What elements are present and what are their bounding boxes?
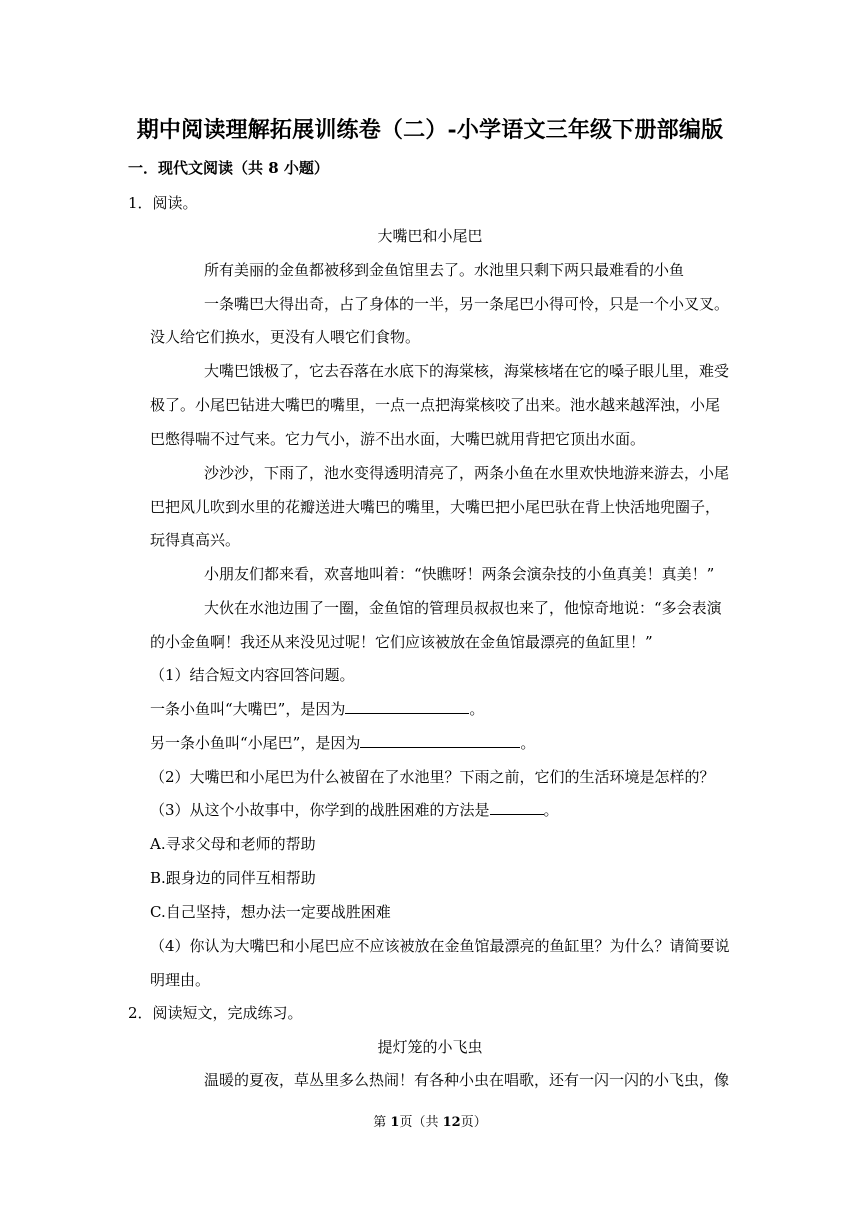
story-1-paragraph: 巴憋得喘不过气来。它力气小，游不出水面，大嘴巴就用背把它顶出水面。: [150, 430, 646, 448]
footer-middle: 页（共: [399, 1115, 443, 1130]
sentence-period: 。: [520, 734, 536, 752]
subquestion-2: （2）大嘴巴和小尾巴为什么被留在了水池里？下雨之前，它们的生活环境是怎样的？: [150, 768, 715, 786]
page-number: 1: [390, 1115, 400, 1130]
story-1-title: 大嘴巴和小尾巴: [377, 227, 483, 245]
story-2-paragraph: 温暖的夏夜，草丛里多么热闹！有各种小虫在唱歌，还有一闪一闪的小飞虫，像: [204, 1071, 730, 1089]
option-b: B.跟身边的同伴互相帮助: [150, 869, 316, 887]
question-1-label: 1．阅读。: [128, 194, 198, 212]
story-1-paragraph: 大嘴巴饿极了，它去吞落在水底下的海棠核，海棠核堵在它的嗓子眼儿里，难受: [204, 362, 730, 380]
story-2-title: 提灯笼的小飞虫: [377, 1038, 483, 1056]
subquestion-1-prompt: （1）结合短文内容回答问题。: [150, 666, 355, 684]
option-a: A.寻求父母和老师的帮助: [150, 835, 316, 853]
question-2-label: 2．阅读短文，完成练习。: [128, 1004, 303, 1022]
subquestion-3-text: （3）从这个小故事中，你学到的战胜困难的方法是: [150, 801, 490, 819]
story-1-paragraph: 大伙在水池边围了一圈，金鱼馆的管理员叔叔也来了，他惊奇地说：“多会表演: [204, 599, 722, 617]
sentence-period: 。: [543, 801, 559, 819]
story-1-paragraph: 极了。小尾巴钻进大嘴巴的嘴里，一点一点把海棠核咬了出来。池水越来越浑浊，小尾: [150, 396, 721, 414]
subquestion-4: （4）你认为大嘴巴和小尾巴应不应该被放在金鱼馆最漂亮的鱼缸里？为什么？请简要说: [150, 937, 730, 955]
subquestion-4-continued: 明理由。: [150, 971, 211, 989]
subquestion-1a: [150, 699, 484, 719]
document-title: 期中阅读理解拓展训练卷（二）-小学语文三年级下册部编版: [136, 117, 724, 143]
footer-suffix: 页）: [460, 1115, 487, 1130]
option-c: C.自己坚持，想办法一定要战胜困难: [150, 903, 391, 921]
answer-blank[interactable]: [345, 699, 469, 714]
subquestion-1b-text: 另一条小鱼叫“小尾巴”，是因为: [150, 734, 361, 752]
answer-blank[interactable]: [360, 733, 520, 748]
story-1-paragraph: 沙沙沙，下雨了，池水变得透明清亮了，两条小鱼在水里欢快地游来游去，小尾: [204, 464, 730, 482]
page-footer: [0, 1111, 860, 1130]
story-1-paragraph: 所有美丽的金鱼都被移到金鱼馆里去了。水池里只剩下两只最难看的小鱼: [204, 261, 685, 279]
total-pages: 12: [442, 1115, 461, 1130]
story-1-paragraph: 一条嘴巴大得出奇，占了身体的一半，另一条尾巴小得可怜，只是一个小叉叉。: [204, 295, 730, 313]
story-1-paragraph: 巴把风儿吹到水里的花瓣送进大嘴巴的嘴里，大嘴巴把小尾巴驮在背上快活地兜圈子，: [150, 498, 721, 516]
story-1-paragraph: 玩得真高兴。: [150, 531, 241, 549]
story-1-paragraph: 的小金鱼啊！我还从来没见过呢！它们应该被放在金鱼馆最漂亮的鱼缸里！”: [150, 633, 653, 651]
footer-prefix: 第: [373, 1115, 391, 1130]
subquestion-3: [150, 800, 559, 820]
section-heading: 一．现代文阅读（共 8 小题）: [128, 159, 329, 177]
sentence-period: 。: [469, 700, 485, 718]
subquestion-1b: [150, 733, 535, 753]
story-1-paragraph: 没人给它们换水，更没有人喂它们食物。: [150, 328, 421, 346]
story-1-paragraph: 小朋友们都来看，欢喜地叫着：“快瞧呀！两条会演杂技的小鱼真美！真美！”: [204, 565, 715, 583]
answer-blank[interactable]: [490, 800, 544, 815]
subquestion-1a-text: 一条小鱼叫“大嘴巴”，是因为: [150, 700, 346, 718]
